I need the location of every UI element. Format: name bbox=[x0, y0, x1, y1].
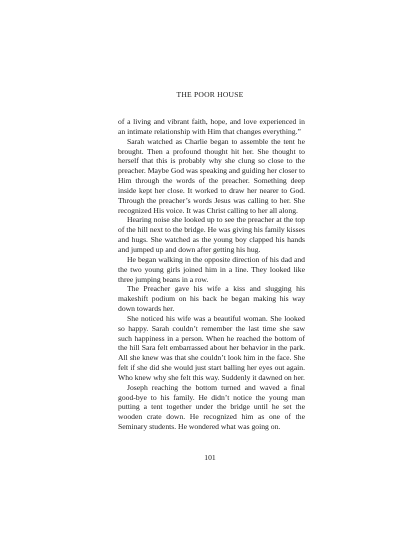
paragraph: Joseph reaching the bottom turned and waved a final good-bye to his family. He didn’t notice the young man putting a tent together under the bridge until he set the wooden crate down. He recognized him as one of the Seminary students. He wondered what was going on. bbox=[118, 382, 305, 432]
paragraph: of a living and vibrant faith, hope, and love experienced in an intimate relationship with Him that changes everything.” bbox=[118, 117, 305, 136]
paragraph: He began walking in the opposite direction of his dad and the two young girls joined him in a line. They looked like three jumping beans in a row. bbox=[118, 254, 305, 284]
paragraph: She noticed his wife was a beautiful woman. She looked so happy. Sarah couldn’t remember the last time she saw such happiness in a person. When he reached the bottom of the hill Sara felt embarrassed about her behavior in the park. All she knew was that she couldn’t look him in the face. She felt if she did she would just start balling her eyes out again. Who knew why she felt this way. Suddenly it dawned on her. bbox=[118, 313, 305, 382]
page-number: 101 bbox=[204, 453, 216, 462]
running-head: THE POOR HOUSE bbox=[176, 90, 244, 99]
paragraph: Sarah watched as Charlie began to assemble the tent he brought. Then a profound thought hit her. She thought to herself that this is probably why she clung so close to the preacher. Maybe God was speaking and guiding her closer to Him through the words of the preacher. Something deep inside kept her close. It worked to draw her nearer to God. Through the preacher’s words Jesus was calling to her. She recognized His voice. It was Christ calling to her all along. bbox=[118, 136, 305, 215]
body-text bbox=[118, 117, 305, 432]
paragraph: The Preacher gave his wife a kiss and slugging his makeshift podium on his back he began making his way down towards her. bbox=[118, 284, 305, 314]
paragraph: Hearing noise she looked up to see the preacher at the top of the hill next to the bridge. He was giving his family kisses and hugs. She watched as the young boy clapped his hands and jumped up and down after getting his hug. bbox=[118, 215, 305, 254]
